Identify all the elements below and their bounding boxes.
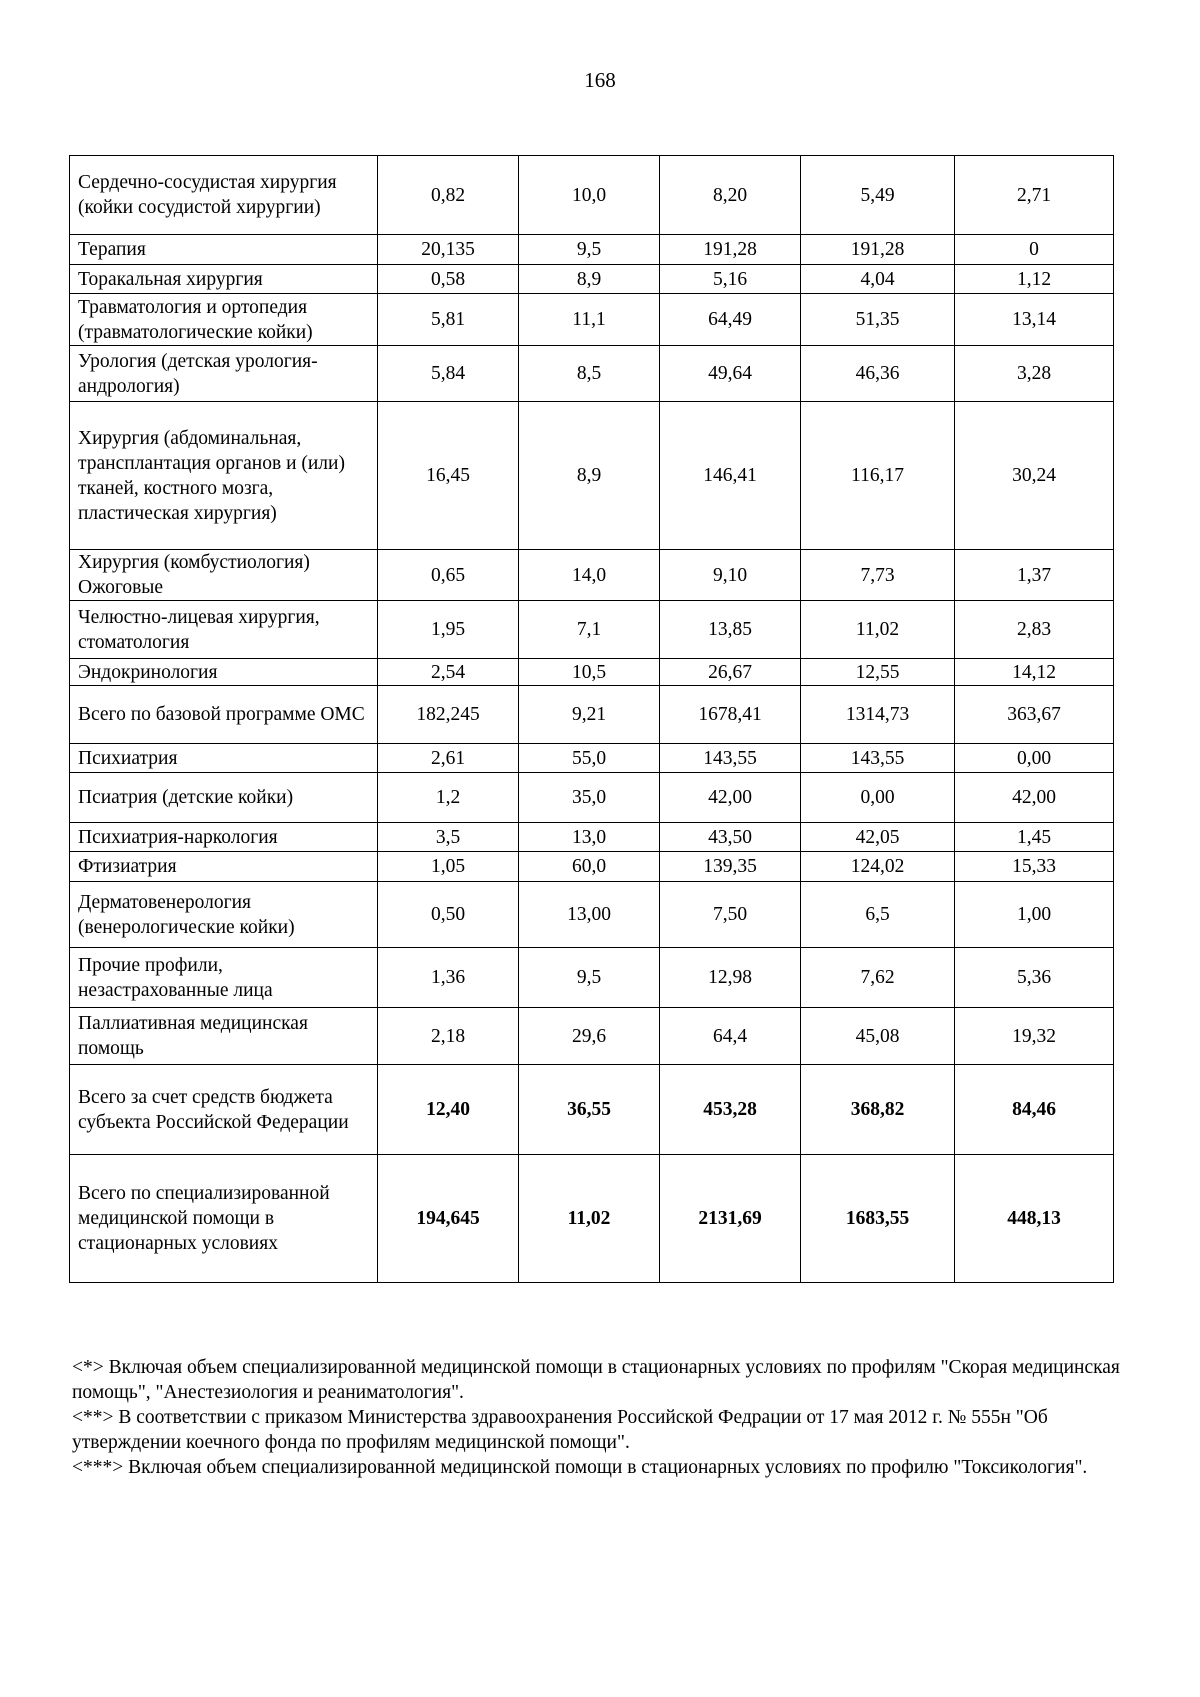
table-cell-value: 10,5 [519,659,660,686]
table-cell-value: 84,46 [955,1065,1114,1155]
footnote: <**> В соответствии с приказом Министерства здравоохранения Российской Федрации от 17 мая 2012 г. № 555н "Об утверждении коечного фонда по профилям медицинской помощи". [72,1407,1048,1453]
row-label: Дерматовенерология (венерологические койки) [70,882,378,948]
table-cell-value: 5,84 [378,346,519,402]
table-cell-value: 1683,55 [801,1155,955,1283]
table-cell-value: 12,55 [801,659,955,686]
table-row [70,659,1114,686]
table-row [70,744,1114,773]
row-label: Всего по специализированной медицинской помощи в стационарных условиях [70,1155,378,1283]
table-cell-value: 15,33 [955,852,1114,882]
table-cell-value: 2131,69 [660,1155,801,1283]
table-row [70,823,1114,852]
table-cell-value: 19,32 [955,1008,1114,1065]
table-cell-value: 0,00 [801,773,955,823]
table-cell-value: 1314,73 [801,686,955,744]
table-cell-value: 26,67 [660,659,801,686]
row-label: Хирургия (комбустиология) Ожоговые [70,550,378,601]
table-cell-value: 7,62 [801,948,955,1008]
table-cell-value: 1,12 [955,265,1114,294]
table-row [70,882,1114,948]
table-row [70,294,1114,346]
table-cell-value: 14,0 [519,550,660,601]
row-label: Псиатрия (детские койки) [70,773,378,823]
table-cell-value: 14,12 [955,659,1114,686]
table-cell-value: 11,1 [519,294,660,346]
row-label: Сердечно-сосудистая хирургия (койки сосудистой хирургии) [70,156,378,235]
table-cell-value: 194,645 [378,1155,519,1283]
table-cell-value: 1,95 [378,601,519,659]
table-cell-value: 0,65 [378,550,519,601]
table-cell-value: 0,58 [378,265,519,294]
table-cell-value: 35,0 [519,773,660,823]
table-cell-value: 368,82 [801,1065,955,1155]
table-cell-value: 1,45 [955,823,1114,852]
table-cell-value: 4,04 [801,265,955,294]
table-cell-value: 8,9 [519,265,660,294]
table-cell-value: 143,55 [660,744,801,773]
table-cell-value: 9,21 [519,686,660,744]
table-row [70,346,1114,402]
table-cell-value: 124,02 [801,852,955,882]
table-cell-value: 0,82 [378,156,519,235]
footnote: <***> Включая объем специализированной медицинской помощи в стационарных условиях по профилю "Токсикология". [72,1457,1088,1478]
row-label: Паллиативная медицинская помощь [70,1008,378,1065]
table-cell-value: 13,00 [519,882,660,948]
table-cell-value: 3,28 [955,346,1114,402]
table-cell-value: 191,28 [801,235,955,265]
row-label: Прочие профили, незастрахованные лица [70,948,378,1008]
table-cell-value: 453,28 [660,1065,801,1155]
table-cell-value: 448,13 [955,1155,1114,1283]
table-cell-value: 16,45 [378,402,519,550]
table-row [70,156,1114,235]
table-cell-value: 12,40 [378,1065,519,1155]
table-cell-value: 64,49 [660,294,801,346]
row-label: Психиатрия-наркология [70,823,378,852]
table-cell-value: 191,28 [660,235,801,265]
row-label: Хирургия (абдоминальная, трансплантация органов и (или) тканей, костного мозга, пластическая хирургия) [70,402,378,550]
table-cell-value: 30,24 [955,402,1114,550]
table-cell-value: 7,1 [519,601,660,659]
row-label: Терапия [70,235,378,265]
table-cell-value: 51,35 [801,294,955,346]
table-cell-value: 0,00 [955,744,1114,773]
row-label: Эндокринология [70,659,378,686]
table-cell-value: 2,83 [955,601,1114,659]
table-cell-value: 60,0 [519,852,660,882]
table-cell-value: 5,36 [955,948,1114,1008]
table-cell-value: 10,0 [519,156,660,235]
table-cell-value: 5,16 [660,265,801,294]
table-row [70,852,1114,882]
table-cell-value: 1678,41 [660,686,801,744]
table-cell-value: 8,9 [519,402,660,550]
page-number: 168 [584,68,616,92]
table-cell-value: 64,4 [660,1008,801,1065]
table-cell-value: 13,85 [660,601,801,659]
table-cell-value: 2,61 [378,744,519,773]
table-row [70,265,1114,294]
table-cell-value: 13,14 [955,294,1114,346]
table-cell-value: 2,18 [378,1008,519,1065]
row-label: Челюстно-лицевая хирургия, стоматология [70,601,378,659]
table-cell-value: 139,35 [660,852,801,882]
table-row [70,948,1114,1008]
table-cell-value: 7,50 [660,882,801,948]
table-cell-value: 29,6 [519,1008,660,1065]
table-cell-value: 55,0 [519,744,660,773]
footnotes [72,1355,1122,1480]
table-cell-value: 9,10 [660,550,801,601]
row-label: Травматология и ортопедия (травматологические койки) [70,294,378,346]
table-cell-value: 46,36 [801,346,955,402]
table-cell-value: 42,00 [955,773,1114,823]
row-label: Фтизиатрия [70,852,378,882]
table-cell-value: 1,05 [378,852,519,882]
table-row [70,686,1114,744]
table-cell-value: 42,05 [801,823,955,852]
table-cell-value: 1,2 [378,773,519,823]
table-cell-value: 1,00 [955,882,1114,948]
table-cell-value: 49,64 [660,346,801,402]
table-row [70,1065,1114,1155]
table-cell-value: 6,5 [801,882,955,948]
table-row [70,1008,1114,1065]
table-row [70,1155,1114,1283]
table-row [70,402,1114,550]
row-label: Психиатрия [70,744,378,773]
table-cell-value: 2,71 [955,156,1114,235]
table-cell-value: 143,55 [801,744,955,773]
table-cell-value: 182,245 [378,686,519,744]
row-label: Торакальная хирургия [70,265,378,294]
table-cell-value: 116,17 [801,402,955,550]
table-row [70,235,1114,265]
table-row [70,601,1114,659]
table-row [70,773,1114,823]
row-label: Всего по базовой программе ОМС [70,686,378,744]
table-cell-value: 9,5 [519,235,660,265]
table-cell-value: 42,00 [660,773,801,823]
footnote: <*> Включая объем специализированной медицинской помощи в стационарных условиях по профилям "Скорая медицинская помощь", "Анестезиология и реаниматология". [72,1357,1120,1403]
row-label: Всего за счет средств бюджета субъекта Российской Федерации [70,1065,378,1155]
table-cell-value: 43,50 [660,823,801,852]
data-table [69,155,1114,1283]
table-cell-value: 11,02 [519,1155,660,1283]
table-cell-value: 3,5 [378,823,519,852]
table-cell-value: 146,41 [660,402,801,550]
table-cell-value: 5,81 [378,294,519,346]
table-cell-value: 13,0 [519,823,660,852]
table-cell-value: 11,02 [801,601,955,659]
table-cell-value: 2,54 [378,659,519,686]
table-cell-value: 8,20 [660,156,801,235]
table-cell-value: 363,67 [955,686,1114,744]
table-cell-value: 0 [955,235,1114,265]
table-cell-value: 1,36 [378,948,519,1008]
table-cell-value: 45,08 [801,1008,955,1065]
table-cell-value: 1,37 [955,550,1114,601]
table-cell-value: 5,49 [801,156,955,235]
table-cell-value: 9,5 [519,948,660,1008]
table-cell-value: 20,135 [378,235,519,265]
table-row [70,550,1114,601]
table-cell-value: 12,98 [660,948,801,1008]
table-cell-value: 7,73 [801,550,955,601]
row-label: Урология (детская урология-андрология) [70,346,378,402]
table-cell-value: 0,50 [378,882,519,948]
table-cell-value: 36,55 [519,1065,660,1155]
table-cell-value: 8,5 [519,346,660,402]
